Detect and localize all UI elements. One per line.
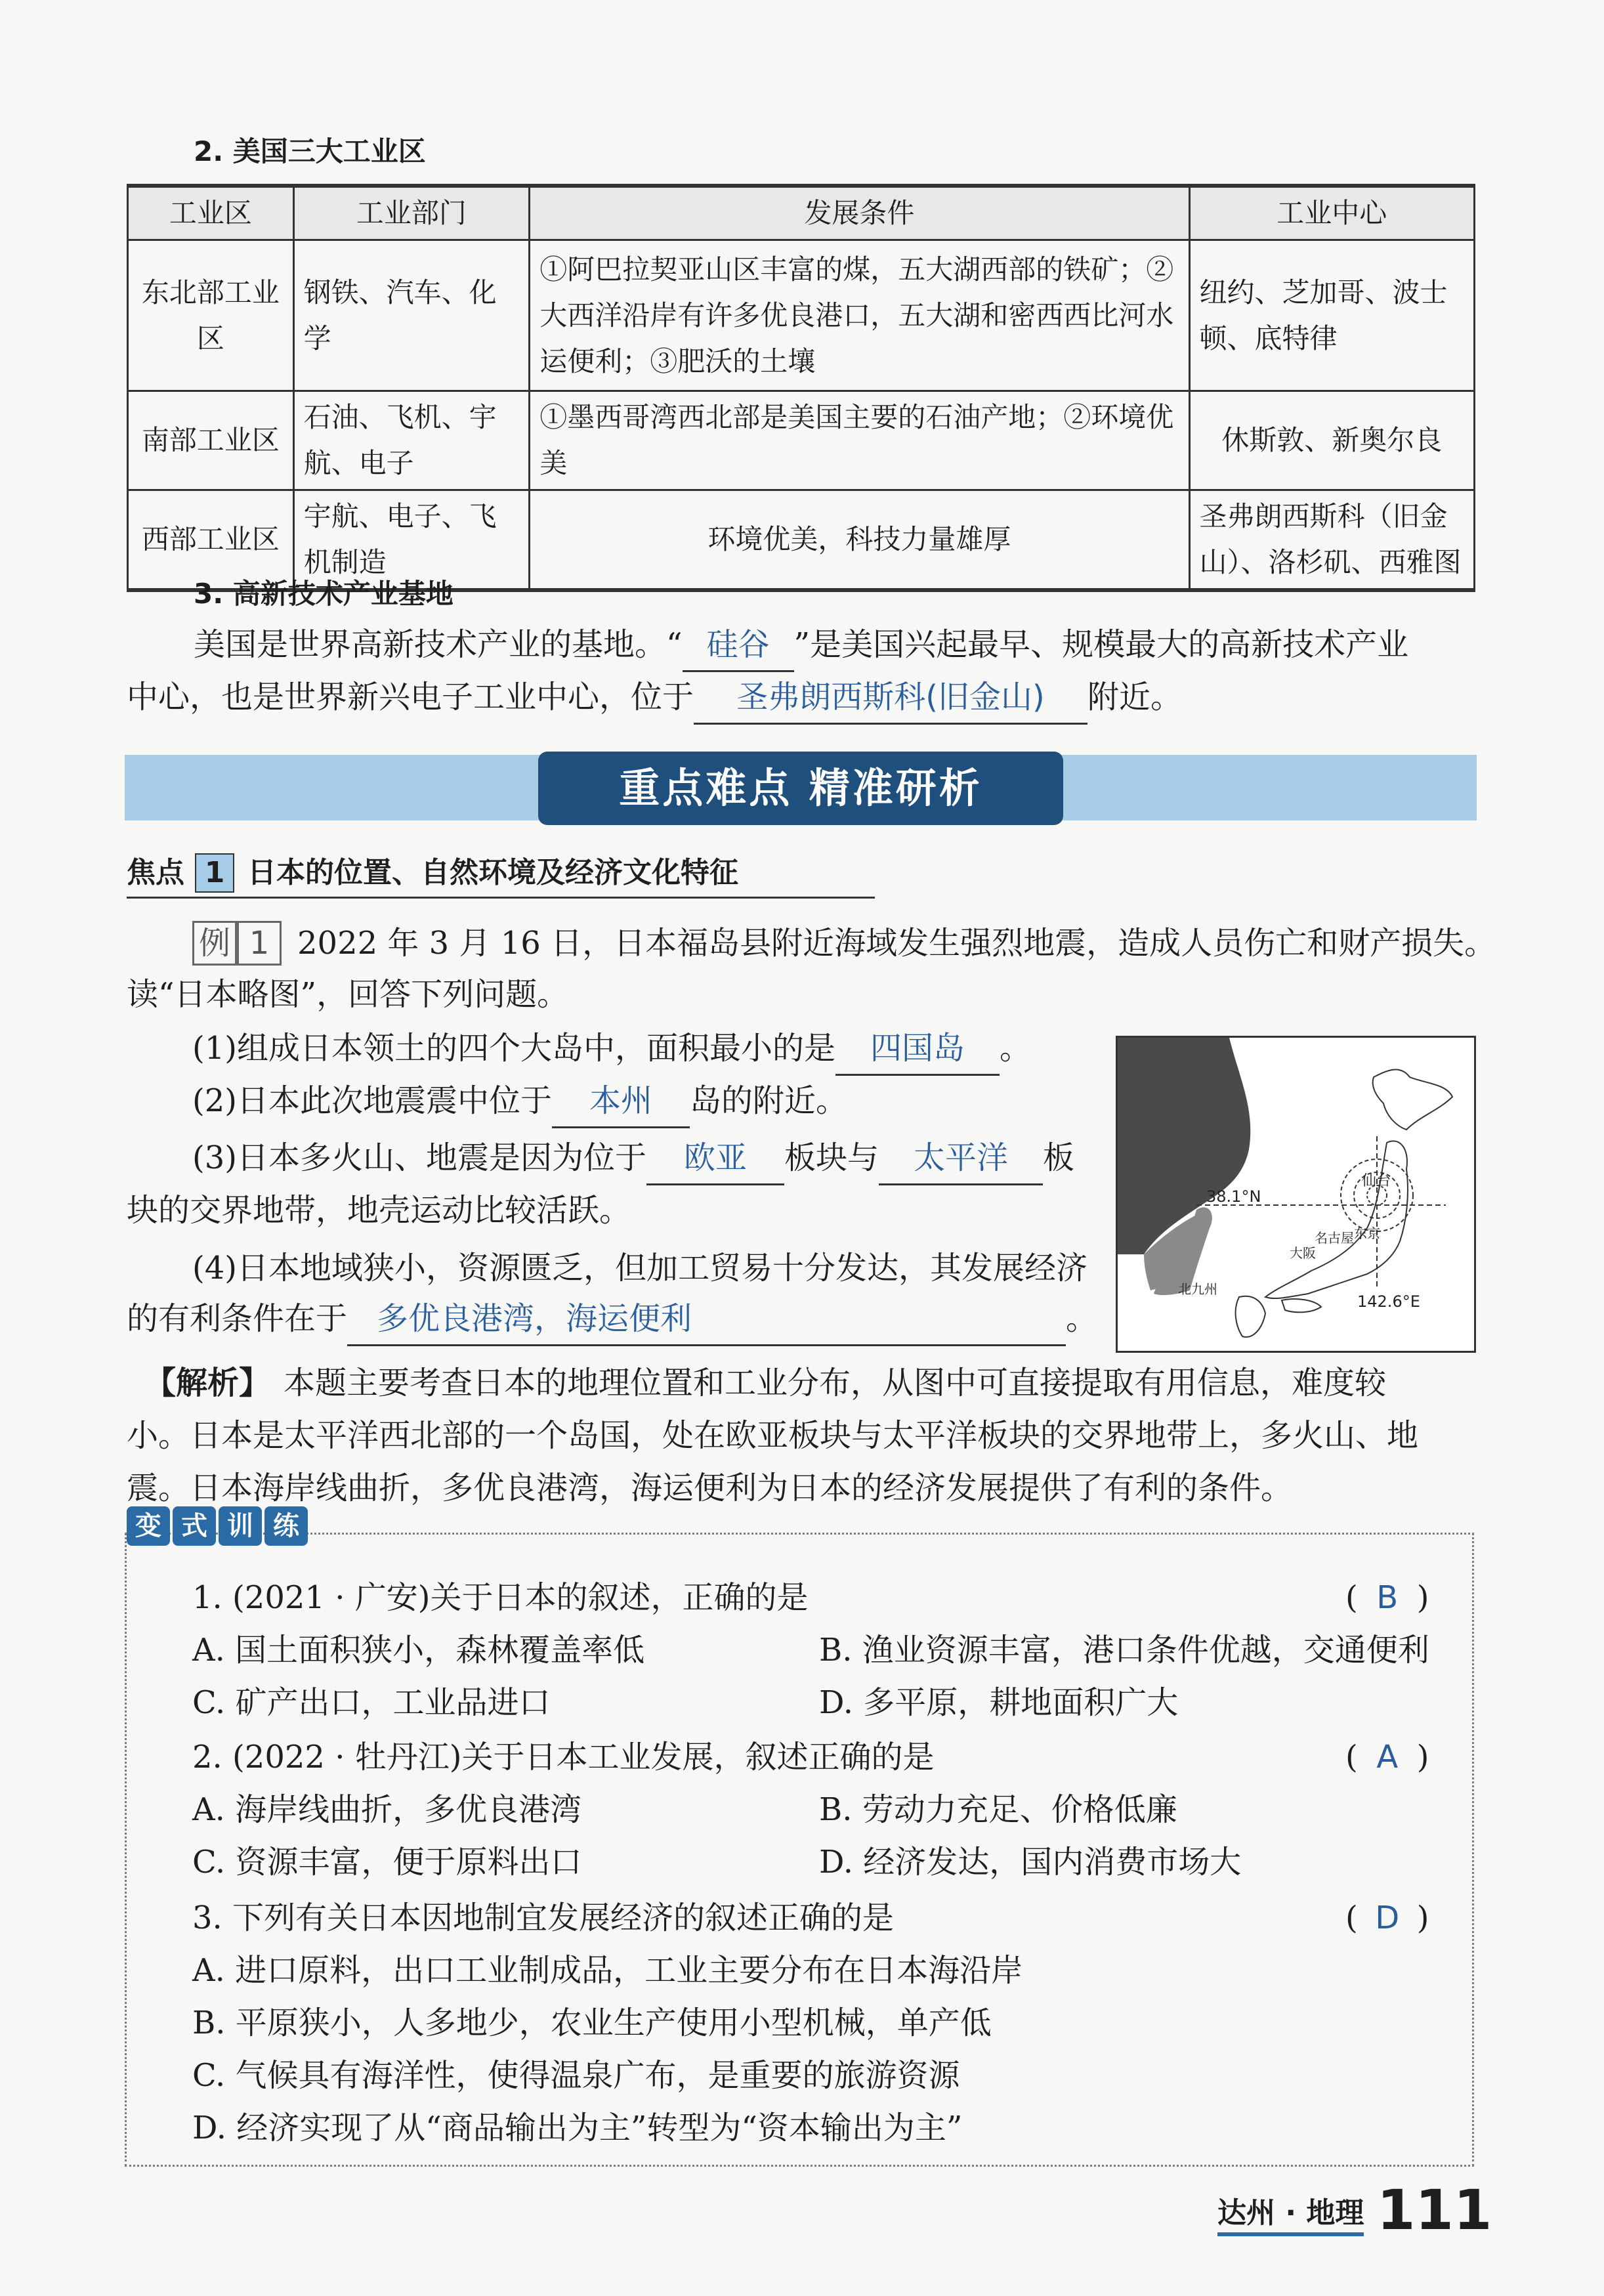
question-1 bbox=[192, 1023, 1031, 1076]
table-cell-region: 南部工业区 bbox=[128, 391, 294, 490]
analysis-line: 小。日本是太平洋西北部的一个岛国，处在欧亚板块与太平洋板块的交界地带上，多火山、地 bbox=[127, 1417, 1419, 1454]
analysis-label: 【解析】 bbox=[144, 1365, 271, 1401]
option: C. 矿产出口，工业品进口 bbox=[192, 1684, 551, 1721]
paragraph-text: ”是美国兴起最早、规模最大的高新技术产业 bbox=[793, 626, 1409, 663]
footer-label: 达州 · 地理 bbox=[1217, 2196, 1364, 2236]
option: D. 多平原，耕地面积广大 bbox=[819, 1684, 1179, 1721]
focus-heading bbox=[127, 853, 875, 899]
question-text: 板 bbox=[1043, 1139, 1075, 1176]
section-title-us-industry: 2. 美国三大工业区 bbox=[194, 135, 426, 167]
answer-blank: 圣弗朗西斯科(旧金山) bbox=[694, 671, 1087, 725]
option: A. 国土面积狭小，森林覆盖率低 bbox=[192, 1632, 645, 1669]
variant-question-stem: 3. 下列有关日本因地制宜发展经济的叙述正确的是 bbox=[192, 1900, 895, 1936]
city-label: 大阪 bbox=[1290, 1245, 1316, 1261]
table-cell-centers: 休斯敦、新奥尔良 bbox=[1189, 391, 1474, 490]
table-header: 工业中心 bbox=[1189, 186, 1474, 240]
page-footer bbox=[1217, 2178, 1492, 2242]
question-text: 。 bbox=[1066, 1300, 1098, 1337]
question-text: (2)日本此次地震震中位于 bbox=[192, 1082, 552, 1119]
industry-table bbox=[127, 184, 1475, 592]
analysis-line bbox=[144, 1357, 1386, 1409]
table-header: 发展条件 bbox=[530, 186, 1189, 240]
option: D. 经济发达，国内消费市场大 bbox=[819, 1844, 1242, 1881]
tab-char: 变 bbox=[127, 1506, 170, 1546]
option: B. 劳动力充足、价格低廉 bbox=[819, 1791, 1177, 1828]
analysis-line: 震。日本海岸线曲折，多优良港湾，海运便利为日本的经济发展提供了有利的条件。 bbox=[127, 1470, 1293, 1506]
banner-title: 重点难点 精准研析 bbox=[538, 752, 1063, 825]
page-number: 111 bbox=[1376, 2178, 1492, 2242]
question-text: 板块与 bbox=[784, 1139, 879, 1176]
hokkaido bbox=[1373, 1069, 1452, 1130]
answer-paren: ( D ) bbox=[1345, 1892, 1429, 1944]
answer-blank: 四国岛 bbox=[835, 1023, 1000, 1076]
answer-paren: ( B ) bbox=[1345, 1572, 1429, 1623]
option: A. 海岸线曲折，多优良港湾 bbox=[192, 1791, 582, 1828]
latitude-label: 38.1°N bbox=[1206, 1187, 1261, 1206]
city-label: 名古屋 bbox=[1315, 1230, 1354, 1246]
focus-number: 1 bbox=[195, 853, 234, 893]
example-tag: 例 bbox=[192, 921, 237, 966]
question-4: (4)日本地域狭小，资源匮乏，但加工贸易十分发达，其发展经济 bbox=[192, 1250, 1087, 1286]
city-label: 北九州 bbox=[1178, 1281, 1217, 1297]
answer-blank: 太平洋 bbox=[879, 1132, 1043, 1185]
variant-question-stem: 2. (2022 · 牡丹江)关于日本工业发展，叙述正确的是 bbox=[192, 1739, 935, 1775]
table-cell-centers: 圣弗朗西斯科（旧金山）、洛杉矶、西雅图 bbox=[1189, 490, 1474, 591]
question-text: 岛的附近。 bbox=[690, 1082, 848, 1119]
table-cell-region: 东北部工业区 bbox=[128, 240, 294, 391]
paragraph-line: 块的交界地带，地壳运动比较活跃。 bbox=[127, 1192, 631, 1229]
japan-map bbox=[1116, 1036, 1476, 1353]
longitude-label: 142.6°E bbox=[1357, 1292, 1420, 1311]
paragraph-line bbox=[194, 619, 1408, 672]
table-header: 工业部门 bbox=[293, 186, 530, 240]
paragraph-text: 中心，也是世界新兴电子工业中心，位于 bbox=[127, 679, 694, 715]
question-text: (3)日本多火山、地震是因为位于 bbox=[192, 1139, 646, 1176]
variant-question-stem: 1. (2021 · 广安)关于日本的叙述，正确的是 bbox=[192, 1579, 809, 1616]
table-cell-conditions: ①墨西哥湾西北部是美国主要的石油产地；②环境优美 bbox=[530, 391, 1189, 490]
section-title-hightech: 3. 高新技术产业基地 bbox=[194, 578, 454, 610]
city-label: 东京 bbox=[1354, 1225, 1380, 1241]
paragraph-text: 2022 年 3 月 16 日，日本福岛县附近海域发生强烈地震，造成人员伤亡和财产损失。 bbox=[297, 925, 1496, 962]
city-label: 仙台 bbox=[1362, 1173, 1391, 1189]
question-text: 。 bbox=[1000, 1030, 1032, 1067]
paragraph-line bbox=[127, 1293, 1097, 1346]
table-cell-conditions: 环境优美，科技力量雄厚 bbox=[530, 490, 1189, 591]
table-cell-sectors: 宇航、电子、飞机制造 bbox=[293, 490, 530, 591]
kyushu bbox=[1236, 1296, 1265, 1337]
paragraph-text: 美国是世界高新技术产业的基地。“ bbox=[194, 626, 683, 663]
asia-landmass bbox=[1118, 1038, 1250, 1254]
option: D. 经济实现了从“商品输出为主”转型为“资本输出为主” bbox=[192, 2110, 963, 2146]
answer-paren: ( A ) bbox=[1345, 1732, 1429, 1783]
answer-blank: 硅谷 bbox=[683, 619, 794, 672]
answer-value: A bbox=[1376, 1739, 1399, 1775]
table-cell-centers: 纽约、芝加哥、波士顿、底特律 bbox=[1189, 240, 1474, 391]
option: C. 气候具有海洋性，使得温泉广布，是重要的旅游资源 bbox=[192, 2057, 960, 2094]
japan-map-svg bbox=[1118, 1038, 1474, 1351]
analysis-text: 本题主要考查日本的地理位置和工业分布，从图中可直接提取有用信息，难度较 bbox=[284, 1365, 1387, 1401]
focus-label: 焦点 bbox=[127, 856, 184, 889]
table-row bbox=[128, 240, 1475, 391]
example-number: 1 bbox=[237, 921, 282, 966]
shikoku bbox=[1282, 1299, 1321, 1312]
paragraph-line bbox=[127, 671, 1182, 725]
tab-char: 式 bbox=[173, 1506, 216, 1546]
question-3 bbox=[192, 1132, 1074, 1185]
question-text: (1)组成日本领土的四个大岛中，面积最小的是 bbox=[192, 1030, 835, 1067]
tab-char: 练 bbox=[264, 1506, 308, 1546]
answer-value: B bbox=[1376, 1579, 1399, 1616]
option: C. 资源丰富，便于原料出口 bbox=[192, 1844, 582, 1881]
table-cell-conditions: ①阿巴拉契亚山区丰富的煤，五大湖西部的铁矿；②大西洋沿岸有许多优良港口，五大湖和密西西比河水运便利；③肥沃的土壤 bbox=[530, 240, 1189, 391]
example-intro bbox=[192, 918, 1496, 969]
table-header-row bbox=[128, 186, 1475, 240]
focus-title: 日本的位置、自然环境及经济文化特征 bbox=[247, 856, 738, 889]
question-text: 的有利条件在于 bbox=[127, 1300, 348, 1337]
option: B. 平原狭小，人多地少，农业生产使用小型机械，单产低 bbox=[192, 2005, 992, 2041]
option: B. 渔业资源丰富，港口条件优越，交通便利 bbox=[819, 1632, 1429, 1669]
paragraph-text: 附近。 bbox=[1087, 679, 1183, 715]
paragraph-line: 读“日本略图”，回答下列问题。 bbox=[127, 976, 569, 1013]
variant-training-tab bbox=[127, 1506, 308, 1546]
tab-char: 训 bbox=[219, 1506, 262, 1546]
answer-blank: 欧亚 bbox=[646, 1132, 784, 1185]
answer-value: D bbox=[1375, 1900, 1400, 1936]
answer-blank: 多优良港湾，海运便利 bbox=[347, 1293, 1066, 1346]
honshu bbox=[1265, 1141, 1408, 1298]
answer-blank: 本州 bbox=[552, 1075, 690, 1128]
table-cell-sectors: 钢铁、汽车、化学 bbox=[293, 240, 530, 391]
table-cell-region: 西部工业区 bbox=[128, 490, 294, 591]
option: A. 进口原料，出口工业制成品，工业主要分布在日本海沿岸 bbox=[192, 1952, 1023, 1989]
table-header: 工业区 bbox=[128, 186, 294, 240]
table-row bbox=[128, 391, 1475, 490]
table-cell-sectors: 石油、飞机、宇航、电子 bbox=[293, 391, 530, 490]
question-2 bbox=[192, 1075, 847, 1128]
